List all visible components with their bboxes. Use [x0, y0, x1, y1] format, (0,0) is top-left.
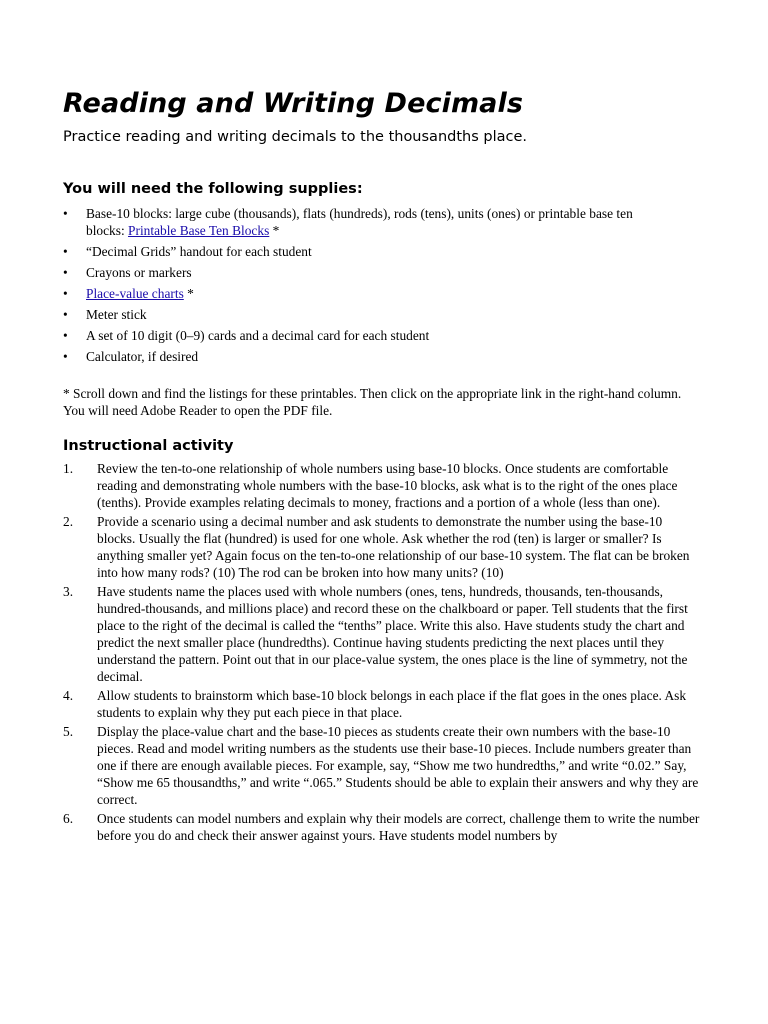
page-subtitle: Practice reading and writing decimals to the thousandths place. [63, 129, 527, 145]
bullet-icon: • [63, 328, 68, 343]
supply-text: Meter stick [86, 307, 147, 322]
supply-item [63, 264, 713, 281]
activity-step [63, 723, 703, 808]
supply-item [63, 285, 713, 302]
supply-item [63, 243, 713, 260]
activity-step [63, 513, 703, 581]
supplies-list [63, 205, 713, 369]
step-text: Review the ten-to-one relationship of whole numbers using base-10 blocks. Once students are comfortable reading and demonstrating whole numbers with the base-10 blocks, ask what is to the right of the ones place (tenths). Provide examples relating decimals to money, fractions and a portion of a whole (less than one). [97, 461, 678, 510]
supply-item [63, 327, 713, 344]
supply-text: “Decimal Grids” handout for each student [86, 244, 312, 259]
activity-heading: Instructional activity [63, 438, 234, 454]
step-text: Provide a scenario using a decimal number and ask students to demonstrate the number using the base-10 blocks. Usually the flat (hundred) is used for one whole. Ask whether the rod (ten) is larger or smaller? Is anything smaller yet? Again focus on the ten-to-one relationship of our base-10 system. The flat can be broken into how many rods? (10) The rod can be broken into how many units? (10) [97, 514, 690, 580]
supply-text: Place-value charts * [86, 286, 194, 301]
activity-step [63, 583, 703, 685]
activity-step [63, 810, 703, 844]
step-text: Have students name the places used with whole numbers (ones, tens, hundreds, thousands, ten-thousands, hundred-thousands, and millions place) and record these on the chalkboard or paper. Tell students that the first place to the right of the decimal is called the “tenths” place. Write this also. Have students study the chart and predict the next smaller place (hundredths). Continue having students predicting the next places until they understand the pattern. Point out that in our place-value system, the ones place is the line of symmetry, not the decimal. [97, 584, 688, 684]
bullet-icon: • [63, 206, 68, 221]
bullet-icon: • [63, 307, 68, 322]
step-number: 3. [63, 584, 74, 599]
bullet-icon: • [63, 349, 68, 364]
supply-text: A set of 10 digit (0–9) cards and a decimal card for each student [86, 328, 430, 343]
activity-steps [63, 460, 703, 846]
page-title: Reading and Writing Decimals [63, 88, 524, 119]
printable-base-ten-blocks-link[interactable]: Printable Base Ten Blocks [128, 223, 270, 238]
step-number: 2. [63, 514, 74, 529]
activity-step [63, 460, 703, 511]
supply-item [63, 205, 713, 239]
supply-text: Base-10 blocks: large cube (thousands), flats (hundreds), rods (tens), units (ones) or printable base ten blocks: Printable Base Ten Blocks * [86, 206, 633, 238]
step-text: Allow students to brainstorm which base-10 block belongs in each place if the flat goes in the ones place. Ask students to explain why they put each piece in that place. [97, 688, 687, 720]
supply-item [63, 306, 713, 323]
supply-text: Crayons or markers [86, 265, 192, 280]
supplies-heading: You will need the following supplies: [63, 181, 363, 197]
bullet-icon: • [63, 286, 68, 301]
step-number: 1. [63, 461, 74, 476]
step-text: Once students can model numbers and explain why their models are correct, challenge them to write the number before you do and check their answer against yours. Have students model numbers by [97, 811, 700, 843]
place-value-charts-link[interactable]: Place-value charts [86, 286, 184, 301]
supply-item [63, 348, 713, 365]
supply-text: Calculator, if desired [86, 349, 199, 364]
bullet-icon: • [63, 244, 68, 259]
printables-note: * Scroll down and find the listings for these printables. Then click on the appropriate link in the right-hand column. You will need Adobe Reader to open the PDF file. [63, 386, 682, 418]
activity-step [63, 687, 703, 721]
step-number: 5. [63, 724, 74, 739]
bullet-icon: • [63, 265, 68, 280]
step-number: 4. [63, 688, 74, 703]
step-text: Display the place-value chart and the base-10 pieces as students create their own numbers with the base-10 pieces. Read and model writing numbers as the students use their base-10 pieces. Include numbers greater than one if there are enough available pieces. For example, say, “Show me two hundredths,” and write “0.02.” Say, “Show me 65 thousandths,” and write “.065.” Students should be able to explain their answers and why they are correct. [97, 724, 699, 807]
step-number: 6. [63, 811, 74, 826]
